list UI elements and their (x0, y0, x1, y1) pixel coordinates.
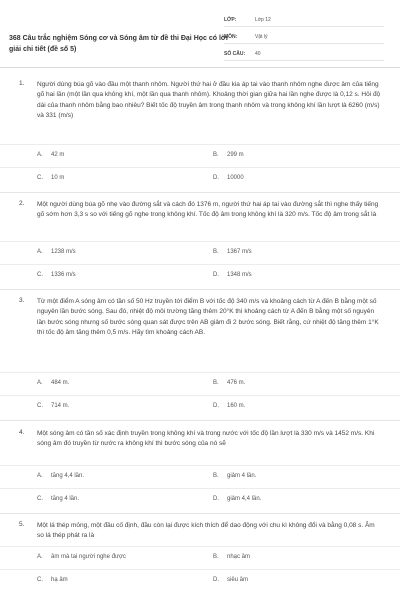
option-d[interactable]: D. 160 m. (213, 403, 246, 409)
question-text: Một lá thép mỏng, một đầu cố định, đầu còn lại được kích thích để dao động với chu kì không đổi và bằng 0,08 s. Âm so lá thép phát ra là (37, 522, 375, 540)
option-b[interactable]: B. nhạc âm (213, 554, 251, 560)
question-number: 4. (19, 429, 25, 436)
option-row (0, 144, 400, 168)
meta-value: 40 (255, 51, 261, 57)
meta-label: SỐ CÂU: (224, 51, 246, 57)
question-number: 5. (19, 521, 25, 528)
option-b[interactable]: B. 476 m. (213, 380, 246, 386)
option-row (0, 264, 400, 288)
option-d[interactable]: D. 1348 m/s (213, 272, 252, 278)
meta-row-question-count (224, 44, 384, 61)
option-row (0, 569, 400, 593)
option-a[interactable]: A. tăng 4,4 lần. (37, 473, 85, 479)
option-row (0, 395, 400, 419)
option-c[interactable]: C. 714 m. (37, 403, 70, 409)
document-meta (224, 10, 384, 61)
answer-options (0, 465, 400, 514)
option-a[interactable]: A. 1238 m/s (37, 249, 76, 255)
option-c[interactable]: C. hạ âm (37, 577, 68, 583)
meta-label: MÔN: (224, 34, 238, 40)
question-number: 1. (19, 80, 25, 87)
meta-value: Lớp 12 (255, 17, 271, 23)
option-b[interactable]: B. 1367 m/s (213, 249, 252, 255)
option-row (0, 167, 400, 191)
question-text: Người dùng búa gõ vào đầu một thanh nhôm. Người thứ hai ở đầu kia áp tai vào thanh nhôm nghe được âm của tiếng gõ hai lần (một lần qua không khí, một lần qua thanh nhôm). Khoảng thời gian giữa hai lần nghe được là 0,12 s. Hỏi độ dài của thanh nhôm bằng bao nhiêu? Biết tốc độ truyền âm trong thanh nhôm và trong không khí lần lượt là 6260 (m/s) và 331 (m/s) (37, 81, 381, 120)
question-text: Từ một điểm A sóng âm có tần số 50 Hz truyền tới điểm B với tốc độ 340 m/s và khoảng cách từ A đến B bằng một số nguyên lần bước sóng. Sau đó, nhiệt độ môi trường tăng thêm 20°K thì khoảng cách từ A đến B bằng một số nguyên lần bước sóng nhưng số bước sóng quan sát được trên AB giảm đi 2 bước sóng. Biết rằng, cứ nhiệt độ tăng thêm 1°K thì tốc độ âm tăng thêm 0,5 m/s. Hãy tìm khoảng cách AB. (37, 298, 379, 337)
answer-options (0, 144, 400, 193)
answer-options (0, 372, 400, 421)
option-c[interactable]: C. tăng 4 lần. (37, 496, 80, 502)
option-d[interactable]: D. giảm 4,4 lần. (213, 496, 262, 502)
meta-value: Vật lý (255, 34, 268, 40)
question-number: 2. (19, 200, 25, 207)
document-title: 368 Câu trắc nghiệm Sóng cơ và Sóng âm từ đề thi Đại Học có lời giải chi tiết (đề số 5) (9, 35, 228, 53)
option-c[interactable]: C. 1336 m/s (37, 272, 76, 278)
answer-options (0, 241, 400, 290)
option-a[interactable]: A. 42 m (37, 152, 65, 158)
answer-options (0, 546, 400, 594)
question-text: Một sóng âm có tần số xác định truyền trong không khí và trong nước với tốc độ lần lượt là 330 m/s và 1452 m/s. Khi sóng âm đó truyền từ nước ra không khí thì bước sóng của nó sẽ (37, 430, 375, 448)
option-b[interactable]: B. giảm 4 lần. (213, 473, 257, 479)
option-row (0, 488, 400, 512)
option-d[interactable]: D. 10000 (213, 175, 244, 181)
option-row (0, 372, 400, 396)
option-b[interactable]: B. 299 m (213, 152, 244, 158)
option-row (0, 546, 400, 570)
document-header (0, 0, 400, 66)
meta-row-subject (224, 27, 384, 44)
meta-label: LỚP: (224, 17, 237, 23)
option-a[interactable]: A. 484 m. (37, 380, 70, 386)
meta-row-class (224, 10, 384, 27)
option-d[interactable]: D. siêu âm (213, 577, 249, 583)
option-row (0, 241, 400, 265)
option-a[interactable]: A. âm mà tai người nghe được (37, 554, 126, 560)
question-number: 3. (19, 297, 25, 304)
option-c[interactable]: C. 10 m (37, 175, 65, 181)
question-text: Một người dùng búa gõ nhẹ vào đường sắt và cách đó 1376 m, người thứ hai áp tai vào đường sắt thì nghe thấy tiếng gõ sớm hơn 3,3 s so với tiếng gõ nghe trong không khí. Tốc độ âm trong không khí là 320 m/s. Tốc độ âm trong sắt là (37, 201, 379, 219)
option-row (0, 465, 400, 489)
header-divider (0, 67, 400, 68)
